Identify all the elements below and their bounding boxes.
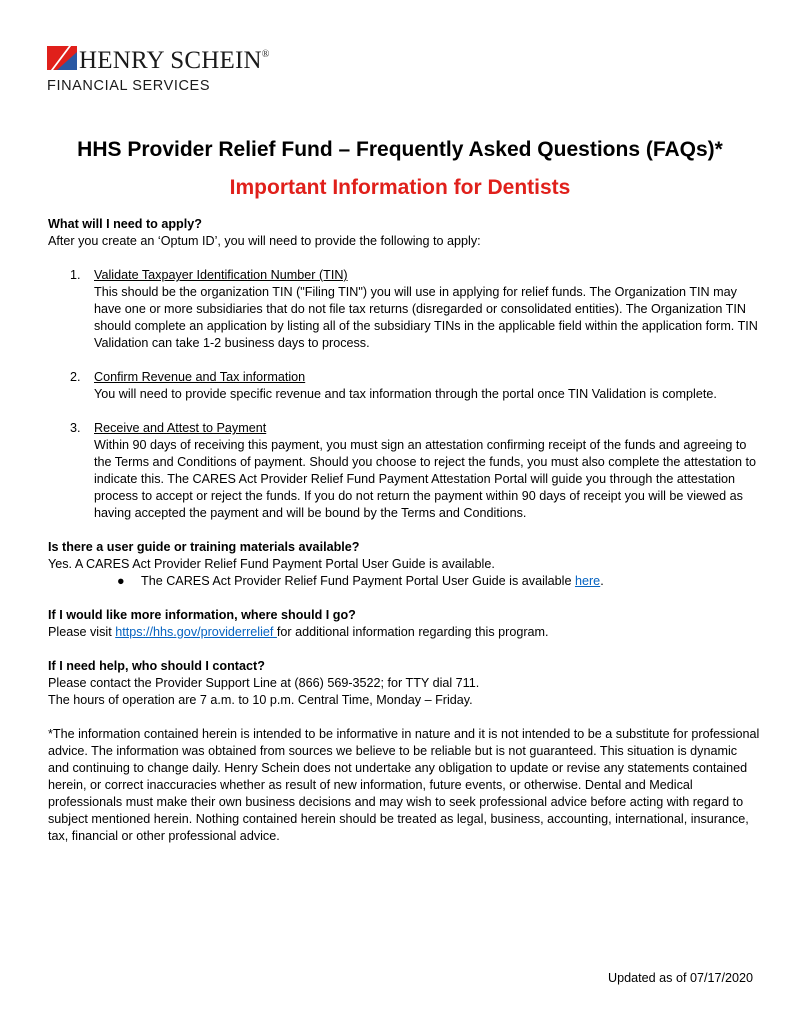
guide-bullet: ● The CARES Act Provider Relief Fund Payment Portal User Guide is available here. bbox=[117, 574, 604, 588]
step-number: 1. bbox=[70, 268, 81, 282]
step-body: This should be the organization TIN ("Filing TIN") you will use in applying for relief funds. The Organization TIN may have one or more subsidiaries that do not file tax returns (disregarded or consolidated entities). The Organization TIN should complete an application by listing all of the subsidiary TINs in the applicable field within the application form. TIN Validation can take 1-2 business days to process. bbox=[94, 285, 758, 350]
henry-schein-logo bbox=[47, 44, 307, 98]
step-number: 3. bbox=[70, 421, 81, 435]
step-heading: Validate Taxpayer Identification Number (TIN) bbox=[94, 268, 348, 282]
updated-date: Updated as of 07/17/2020 bbox=[608, 971, 753, 985]
step-number: 2. bbox=[70, 370, 81, 384]
page-title: HHS Provider Relief Fund – Frequently Asked Questions (FAQs)* bbox=[77, 138, 723, 161]
faq-question-help: If I need help, who should I contact? bbox=[48, 659, 265, 673]
faq-question-guide: Is there a user guide or training materials available? bbox=[48, 540, 360, 554]
faq-answer-help-line2: The hours of operation are 7 a.m. to 10 p.m. Central Time, Monday – Friday. bbox=[48, 693, 473, 707]
page-subtitle: Important Information for Dentists bbox=[229, 176, 571, 199]
list-item bbox=[48, 369, 760, 403]
faq-question-apply: What will I need to apply? bbox=[48, 217, 202, 231]
list-item bbox=[48, 267, 760, 352]
faq-answer-apply-intro: After you create an ‘Optum ID’, you will need to provide the following to apply: bbox=[48, 234, 481, 248]
user-guide-link[interactable]: here bbox=[574, 574, 601, 588]
step-heading: Confirm Revenue and Tax information bbox=[94, 370, 306, 384]
faq-content bbox=[48, 216, 760, 845]
disclaimer-text: *The information contained herein is intended to be informative in nature and it is not intended to be a substitute for professional advice. The information was obtained from sources we believe to be reliable but is not guaranteed. This situation is dynamic and continuing to change daily. Henry Schein does not undertake any obligation to update or revise any statements contained herein, or correct inaccuracies whether as result of new information, future events, or otherwise. Dental and Medical professionals must make their own business decisions and may wish to seek professional advice before acting with regard to subject mentioned herein. Nothing contained herein should be treated as legal, business, accounting, international, insurance, tax, financial or other professional advice. bbox=[48, 727, 760, 843]
step-body: Within 90 days of receiving this payment, you must sign an attestation confirming receipt of the funds and agreeing to the Terms and Conditions of payment. Should you choose to reject the funds, you must also complete the attestation to indicate this. The CARES Act Provider Relief Fund Payment Attestation Portal will guide you through the attestation process to accept or reject the funds. If you do not return the payment within 90 days of receipt you will be viewed as having accepted the payment and will be bound by the Terms and Conditions. bbox=[94, 438, 757, 520]
guide-bullet-text: The CARES Act Provider Relief Fund Payment Portal User Guide is available bbox=[141, 574, 575, 588]
faq-answer-more-info: Please visit https://hhs.gov/providerrelief for additional information regarding this program. bbox=[48, 625, 549, 639]
bullet-icon: ● bbox=[117, 574, 125, 588]
list-item bbox=[48, 420, 760, 522]
faq-answer-help-line1: Please contact the Provider Support Line at (866) 569-3522; for TTY dial 711. bbox=[48, 676, 480, 690]
step-heading: Receive and Attest to Payment bbox=[94, 421, 267, 435]
henry-schein-flag-icon bbox=[47, 46, 77, 70]
logo-division: FINANCIAL SERVICES bbox=[47, 78, 211, 94]
hhs-provider-relief-link[interactable]: https://hhs.gov/providerrelief bbox=[115, 625, 277, 639]
step-body: You will need to provide specific revenue and tax information through the portal once TIN Validation is complete. bbox=[94, 387, 717, 401]
faq-answer-guide: Yes. A CARES Act Provider Relief Fund Payment Portal User Guide is available. bbox=[48, 557, 495, 571]
faq-question-more-info: If I would like more information, where should I go? bbox=[48, 608, 356, 622]
apply-steps-list bbox=[48, 267, 760, 522]
logo-wordmark: HENRY SCHEIN® bbox=[79, 47, 270, 74]
